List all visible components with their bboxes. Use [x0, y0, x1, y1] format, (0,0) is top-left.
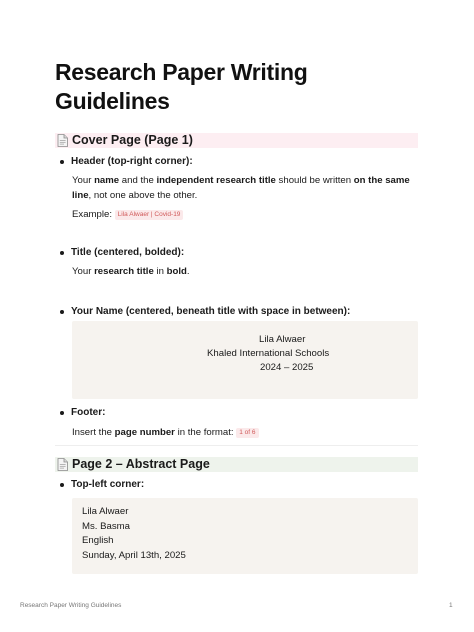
bold-run: independent research title [156, 175, 276, 186]
header-instructions [72, 173, 422, 203]
header-example [72, 207, 422, 222]
bullet-dot [60, 483, 64, 487]
text-run: Insert the [72, 427, 115, 438]
section-title: Page 2 – Abstract Page [72, 457, 210, 471]
bold-run: on the same [353, 175, 410, 186]
student-name-line: Lila Alwaer [82, 506, 129, 517]
bullet-title [60, 246, 184, 259]
bold-run: research title [94, 266, 154, 277]
page-format-tag: 1 of 6 [236, 428, 258, 438]
section-abstract-page-heading [55, 457, 418, 472]
bullet-label: Title (centered, bolded): [71, 247, 185, 258]
text-run: in the format: [174, 427, 237, 438]
teacher-name-line: Ms. Basma [82, 520, 130, 532]
page-footer-title: Research Paper Writing Guidelines [20, 602, 122, 609]
example-tag: Lila Alwaer | Covid-19 [115, 210, 184, 220]
title-instructions [72, 264, 422, 279]
bullet-your-name [60, 305, 350, 318]
cover-year-line: 2024 – 2025 [260, 362, 314, 373]
bold-run: line [72, 190, 89, 201]
bullet-dot [60, 251, 64, 255]
text-run: Your [72, 266, 95, 277]
text-run: Your [72, 175, 95, 186]
section-divider [55, 445, 418, 446]
page-facing-up-icon [57, 458, 68, 471]
bullet-dot [60, 411, 64, 415]
date-line: Sunday, April 13th, 2025 [82, 549, 186, 561]
bullet-label: Your Name (centered, beneath title with space in between): [71, 306, 351, 317]
section-title: Cover Page (Page 1) [72, 133, 193, 147]
bullet-dot [60, 310, 64, 314]
page-facing-up-icon [57, 134, 68, 147]
bold-run: bold [166, 266, 187, 277]
cover-name-line: Lila Alwaer [259, 334, 306, 345]
abstract-heading-block [72, 498, 418, 574]
title-line-2: Guidelines [55, 88, 170, 114]
text-run: should be written [275, 175, 354, 186]
example-label: Example: [72, 209, 115, 220]
bullet-header [60, 155, 193, 168]
bullet-footer [60, 406, 105, 419]
cover-school-line: Khaled International Schools [207, 348, 330, 359]
heading-lines [82, 505, 186, 563]
bullet-dot [60, 160, 64, 164]
page-number: 1 [449, 602, 453, 609]
title-line-1: Research Paper Writing [55, 59, 308, 85]
bullet-label: Footer: [71, 407, 106, 418]
text-run: and the [119, 175, 157, 186]
bold-run: page number [114, 427, 175, 438]
text-run: in [153, 266, 167, 277]
text-run: . [186, 266, 190, 277]
cover-name-block [72, 321, 418, 399]
text-run: , not one above the other. [88, 190, 198, 201]
bullet-top-left-corner [60, 478, 144, 491]
subject-line: English [82, 535, 114, 546]
bold-run: name [94, 175, 120, 186]
section-cover-page-heading [55, 133, 418, 148]
bullet-label: Top-left corner: [71, 479, 145, 490]
bullet-label: Header (top-right corner): [71, 156, 193, 167]
footer-instructions [72, 425, 422, 440]
document-title [55, 58, 425, 116]
